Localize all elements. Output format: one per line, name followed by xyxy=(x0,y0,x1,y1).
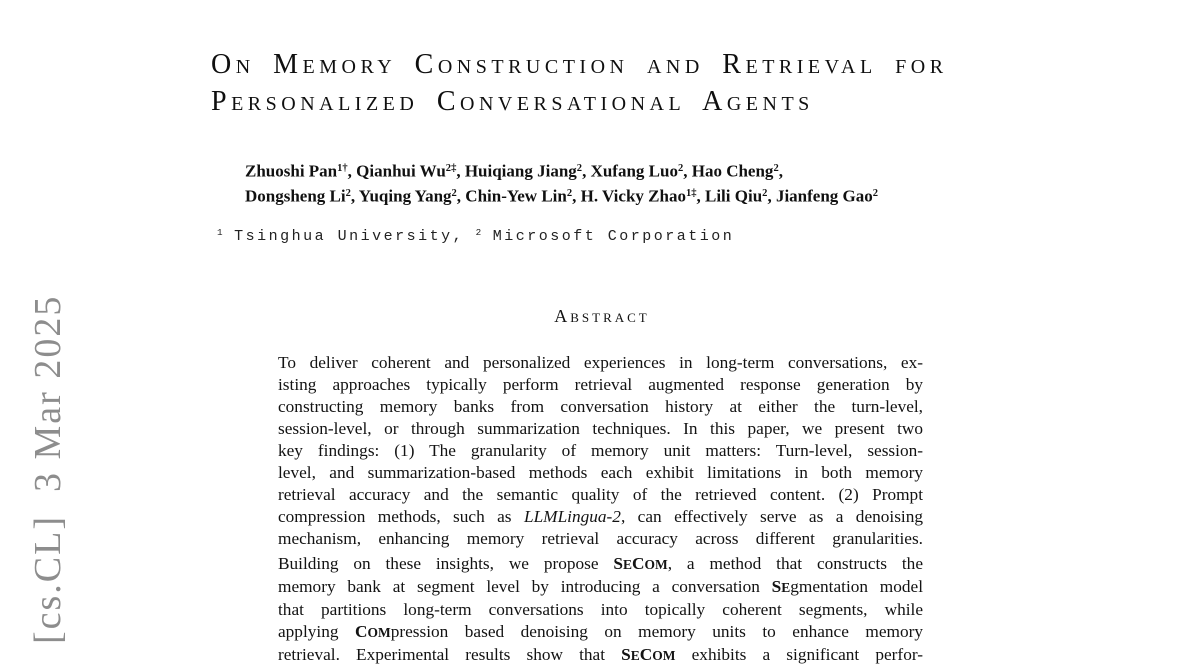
text-run: Tsinghua University, xyxy=(222,228,476,246)
text-run: that partitions long-term conversations into topically coherent segments, while xyxy=(278,600,923,619)
text-run: memory bank at segment level by introducing a conversation xyxy=(278,577,772,596)
abstract-line xyxy=(278,644,923,667)
affiliations-line xyxy=(217,227,734,245)
text-run: isting approaches typically perform retrieval augmented response generation by xyxy=(278,375,923,394)
author-list xyxy=(245,157,878,208)
text-run: 2 xyxy=(576,163,583,174)
text-run: , Huiqiang Jiang xyxy=(456,161,577,181)
text-run: LLMLingua-2 xyxy=(523,507,621,526)
text-run: , a method that constructs the xyxy=(667,554,923,573)
paper-title-line-1: On Memory Construction and Retrieval for xyxy=(211,49,948,80)
text-run: 2 xyxy=(451,188,457,200)
abstract-line xyxy=(278,418,923,440)
text-run: exhibits a significant perfor- xyxy=(675,645,923,664)
text-run: , Hao Cheng xyxy=(683,161,774,181)
text-run: Zhuoshi Pan xyxy=(245,161,338,181)
abstract-heading: Abstract xyxy=(554,306,650,326)
text-run: , Yuqing Yang xyxy=(350,186,452,206)
text-run: , xyxy=(778,161,783,181)
text-run: , Jianfeng Gao xyxy=(767,186,873,206)
abstract-paragraph-1 xyxy=(278,352,923,550)
text-run: retrieval accuracy and the semantic quality of the retrieved content. (2) Prompt xyxy=(278,485,923,504)
text-run: OM xyxy=(367,625,391,640)
abstract-line xyxy=(278,440,923,462)
text-run: compression methods, such as xyxy=(278,507,524,526)
text-run: level, and summarization-based methods each exhibit limitations in both memory xyxy=(278,463,923,482)
text-run: 2 xyxy=(677,163,684,174)
text-run: 2‡ xyxy=(445,163,457,174)
abstract-line xyxy=(278,462,923,484)
text-run: pression based denoising on memory units to enhance memory xyxy=(390,622,923,641)
paper-title-line-2: Personalized Conversational Agents xyxy=(211,86,814,117)
text-run: key findings: (1) The granularity of memory unit matters: Turn-level, session- xyxy=(278,441,923,460)
text-run: E xyxy=(781,580,791,595)
text-run: C xyxy=(632,554,645,573)
abstract-line xyxy=(278,352,923,374)
text-run: S xyxy=(771,577,782,596)
text-run: E xyxy=(623,557,633,572)
text-run: 1‡ xyxy=(685,188,697,200)
paper-title xyxy=(211,46,948,120)
abstract-line xyxy=(278,576,923,599)
text-run: , Xufang Luo xyxy=(582,161,678,181)
text-run: applying xyxy=(278,622,355,641)
abstract-line xyxy=(278,484,923,506)
text-run: E xyxy=(630,648,640,663)
abstract-line xyxy=(278,621,923,644)
text-run: 1† xyxy=(337,163,348,174)
text-run: , Lili Qiu xyxy=(696,186,763,206)
text-run: 1 xyxy=(217,227,223,238)
abstract-line xyxy=(278,528,923,550)
abstract-body xyxy=(278,352,923,667)
text-run: , can effectively serve as a denoising xyxy=(620,507,924,526)
arxiv-category-date-stamp: [cs.CL] 3 Mar 2025 xyxy=(27,294,69,644)
text-run: OM xyxy=(644,557,668,572)
abstract-line xyxy=(278,506,923,528)
text-run: C xyxy=(354,622,368,641)
text-run: S xyxy=(621,645,631,664)
abstract-line xyxy=(278,599,923,621)
text-run: 2 xyxy=(475,227,482,238)
abstract-line xyxy=(278,396,923,418)
text-run: 2 xyxy=(762,188,768,200)
text-run: , H. Vicky Zhao xyxy=(572,186,686,206)
text-run: Building on these insights, we propose xyxy=(278,554,614,573)
text-run: session-level, or through summarization techniques. In this paper, we present two xyxy=(278,419,923,438)
abstract-line xyxy=(278,374,923,396)
author-line-1 xyxy=(245,157,878,182)
text-run: 2 xyxy=(566,188,573,200)
text-run: , Chin-Yew Lin xyxy=(456,186,567,206)
abstract-paragraph-2 xyxy=(278,553,923,667)
text-run: S xyxy=(613,554,624,573)
text-run: gmentation model xyxy=(790,577,923,596)
text-run: retrieval. Experimental results show that xyxy=(278,645,622,664)
text-run: Microsoft Corporation xyxy=(481,228,735,246)
text-run: C xyxy=(639,645,653,664)
text-run: 2 xyxy=(345,188,351,200)
text-run: Dongsheng Li xyxy=(245,186,346,206)
text-run: 2 xyxy=(773,163,779,174)
text-run: To deliver coherent and personalized experiences in long-term conversations, ex- xyxy=(278,353,923,372)
text-run: 2 xyxy=(872,188,879,200)
text-run: constructing memory banks from conversation history at either the turn-level, xyxy=(278,397,923,416)
text-run: OM xyxy=(652,648,676,663)
text-run: , Qianhui Wu xyxy=(347,161,446,181)
abstract-line xyxy=(278,553,923,576)
text-run: mechanism, enhancing memory retrieval accuracy across different granularities. xyxy=(278,529,923,548)
author-line-2 xyxy=(245,182,878,207)
